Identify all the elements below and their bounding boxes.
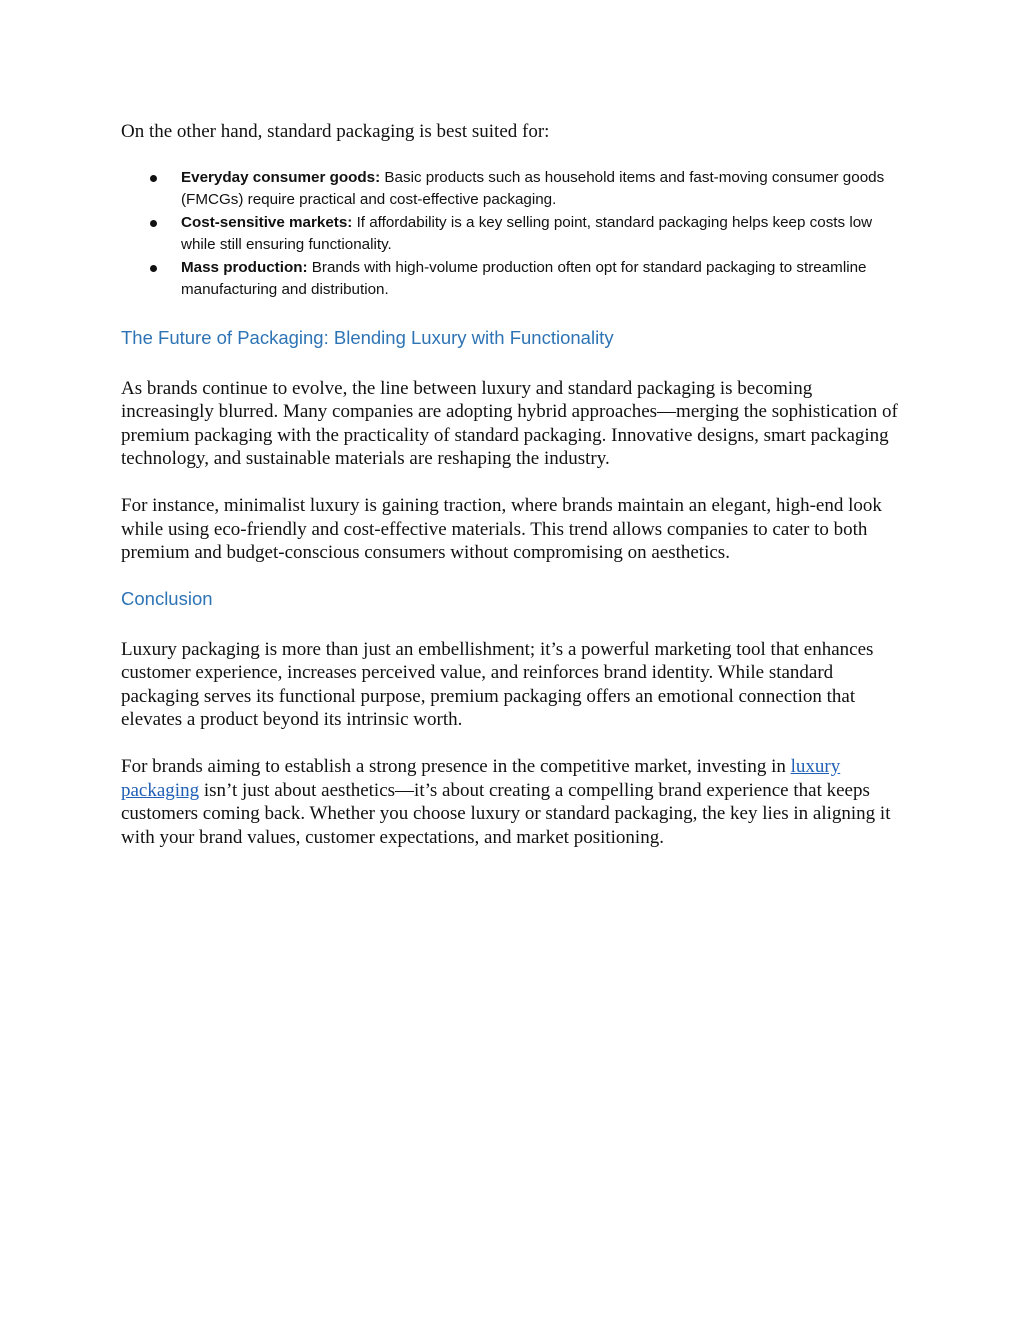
- bullet-term: Mass production:: [181, 258, 308, 276]
- bullet-term: Everyday consumer goods:: [181, 168, 381, 186]
- list-item: [121, 257, 901, 302]
- bullet-list: [121, 167, 901, 302]
- bullet-text: Basic products such as household items and fast-moving consumer goods (FMCGs) require practical and cost-effective packaging.: [181, 168, 885, 208]
- conclusion-paragraph-2: [121, 755, 901, 849]
- bullet-icon: [150, 265, 157, 272]
- bullet-icon: [150, 175, 157, 182]
- conclusion-text-before-link: For brands aiming to establish a strong presence in the competitive market, investing in: [121, 756, 791, 777]
- luxury-packaging-link[interactable]: luxury packaging: [121, 756, 841, 801]
- bullet-icon: [150, 220, 157, 227]
- section-heading-future: The Future of Packaging: Blending Luxury with Functionality: [121, 326, 614, 348]
- list-item: [121, 212, 901, 257]
- conclusion-text-after-link: isn’t just about aesthetics—it’s about creating a compelling brand experience that keeps customers coming back. Whether you choose luxury or standard packaging, the key lies in aligning it with your brand values, customer expectations, and market positioning.: [121, 779, 891, 848]
- bullet-text: If affordability is a key selling point, standard packaging helps keep costs low while still ensuring functionality.: [181, 213, 873, 253]
- intro-paragraph: On the other hand, standard packaging is best suited for:: [121, 121, 550, 142]
- bullet-text: Brands with high-volume production often opt for standard packaging to streamline manufacturing and distribution.: [181, 258, 867, 298]
- list-item: [121, 167, 901, 212]
- future-paragraph-1: As brands continue to evolve, the line between luxury and standard packaging is becoming increasingly blurred. Many companies are adopting hybrid approaches—merging the sophistication of premium packaging with the practicality of standard packaging. Innovative designs, smart packaging technology, and sustainable materials are reshaping the industry.: [121, 377, 898, 469]
- future-paragraph-2: For instance, minimalist luxury is gaining traction, where brands maintain an elegant, high-end look while using eco-friendly and cost-effective materials. This trend allows companies to cater to both premium and budget-conscious consumers without compromising on aesthetics.: [121, 495, 882, 563]
- document-body: [121, 120, 901, 849]
- section-heading-conclusion: Conclusion: [121, 587, 213, 609]
- bullet-term: Cost-sensitive markets:: [181, 213, 353, 231]
- conclusion-paragraph-1: Luxury packaging is more than just an embellishment; it’s a powerful marketing tool that enhances customer experience, increases perceived value, and reinforces brand identity. While standard packaging serves its functional purpose, premium packaging offers an emotional connection that elevates a product beyond its intrinsic worth.: [121, 638, 874, 730]
